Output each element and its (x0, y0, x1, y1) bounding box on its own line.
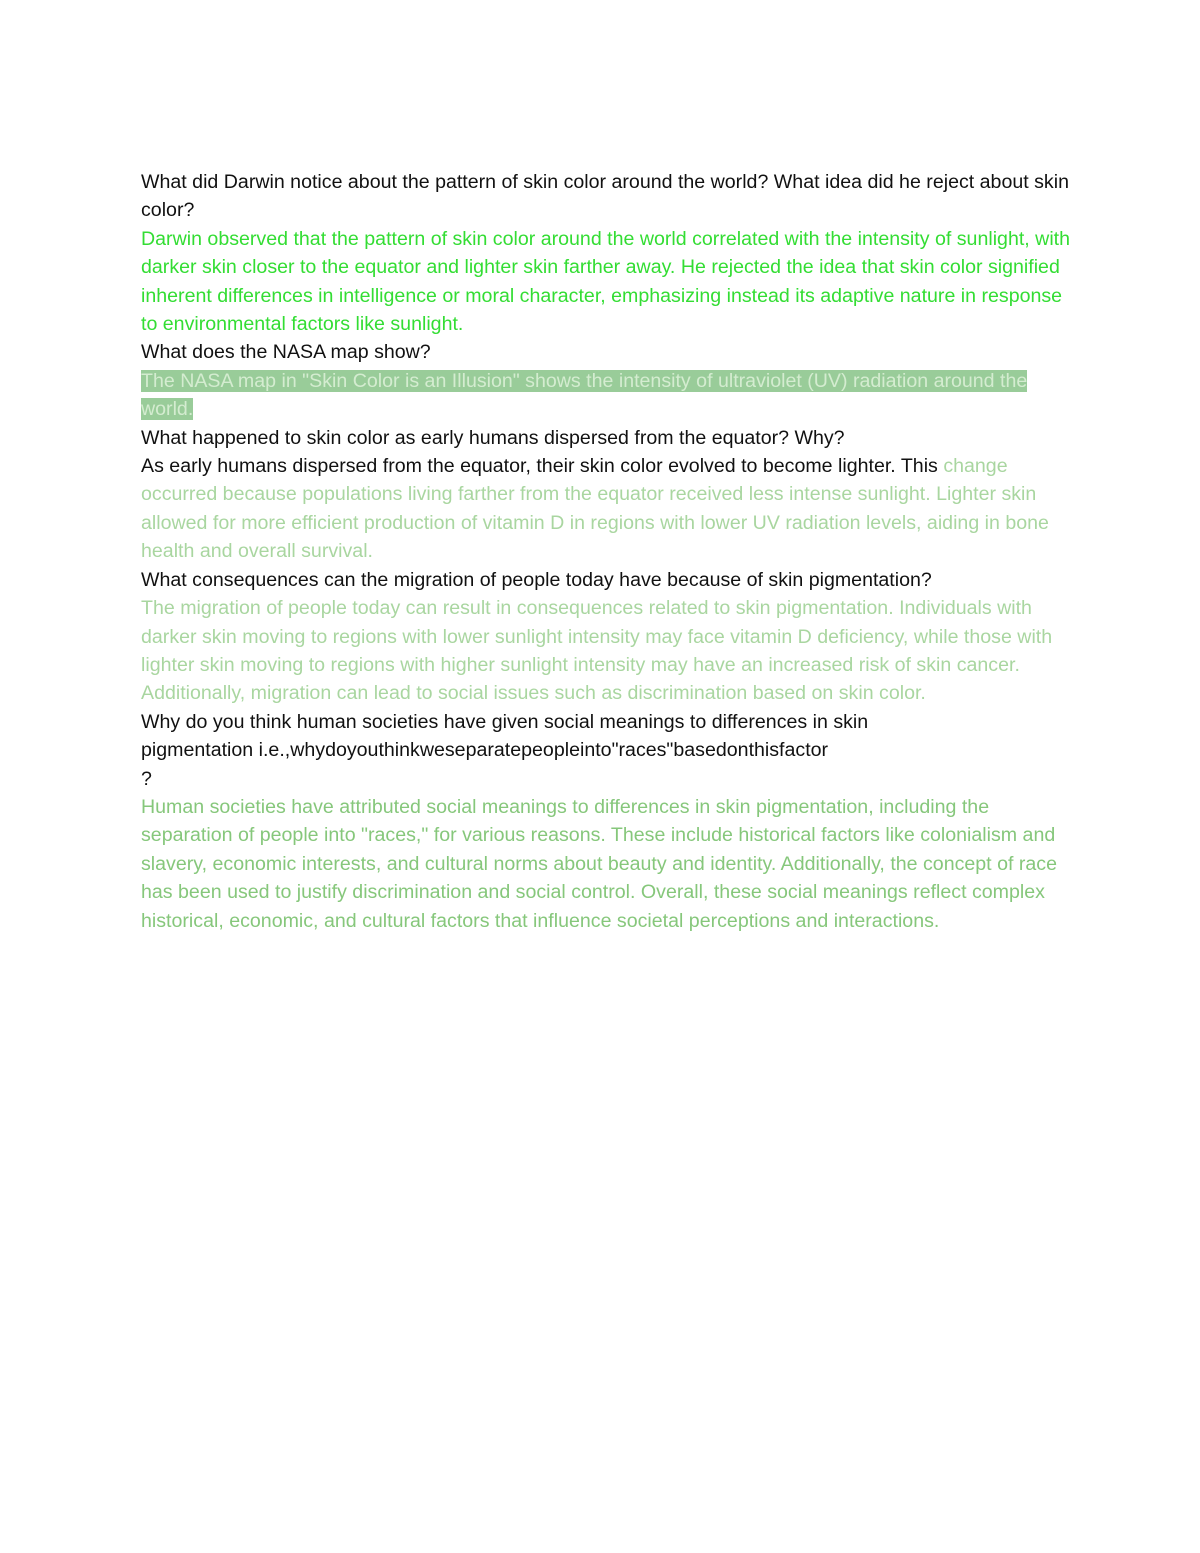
question-social-meanings (141, 708, 1076, 793)
question-migration-consequences: What consequences can the migration of people today have because of skin pigmentation? (141, 568, 932, 591)
answer-early-humans-pale-part: change occurred because populations living farther from the equator received less intense sunlight. Lighter skin allowed for more efficient production of vitamin D in regions with lower UV radiation levels, aiding in bone health and overall survival. (141, 455, 1049, 563)
question-early-humans-dispersal: What happened to skin color as early humans dispersed from the equator? Why? (141, 426, 845, 449)
question-nasa-map: What does the NASA map show? (141, 341, 431, 364)
question-social-meanings-line1: Why do you think human societies have given social meanings to differences in skin (141, 710, 869, 733)
question-social-meanings-line3: ? (141, 767, 152, 790)
answer-social-meanings: Human societies have attributed social meanings to differences in skin pigmentation, including the separation of people into "races," for various reasons. These include historical factors like colonialism and slavery, economic interests, and cultural norms about beauty and identity. Additionally, the concept of race has been used to justify discrimination and social control. Overall, these social meanings reflect complex historical, economic, and cultural factors that influence societal perceptions and interactions. (141, 795, 1057, 932)
answer-early-humans-dark-part: As early humans dispersed from the equator, their skin color evolved to become lighter. This (141, 455, 938, 478)
answer-darwin-skin-color: Darwin observed that the pattern of skin color around the world correlated with the intensity of sunlight, with darker skin closer to the equator and lighter skin farther away. He rejected the idea that skin color signified inherent differences in intelligence or moral character, emphasizing instead its adaptive nature in response to environmental factors like sunlight. (141, 227, 1071, 336)
document-body (141, 168, 1076, 935)
answer-early-humans-dispersal (141, 452, 1076, 566)
question-social-meanings-line2: pigmentation i.e.,whydoyouthinkweseparatepeopleinto"races"basedonthisfactor (141, 739, 829, 762)
question-darwin-skin-color: What did Darwin notice about the pattern of skin color around the world? What idea did he reject about skin color? (141, 171, 1069, 222)
answer-nasa-map (141, 367, 1076, 424)
answer-nasa-map-highlight: The NASA map in "Skin Color is an Illusion" shows the intensity of ultraviolet (UV) radiation around the world. (141, 369, 1028, 421)
answer-migration-consequences: The migration of people today can result in consequences related to skin pigmentation. Individuals with darker skin moving to regions with lower sunlight intensity may face vitamin D deficiency, while those with lighter skin moving to regions with higher sunlight intensity may have an increased risk of skin cancer. Additionally, migration can lead to social issues such as discrimination based on skin color. (141, 597, 1053, 705)
